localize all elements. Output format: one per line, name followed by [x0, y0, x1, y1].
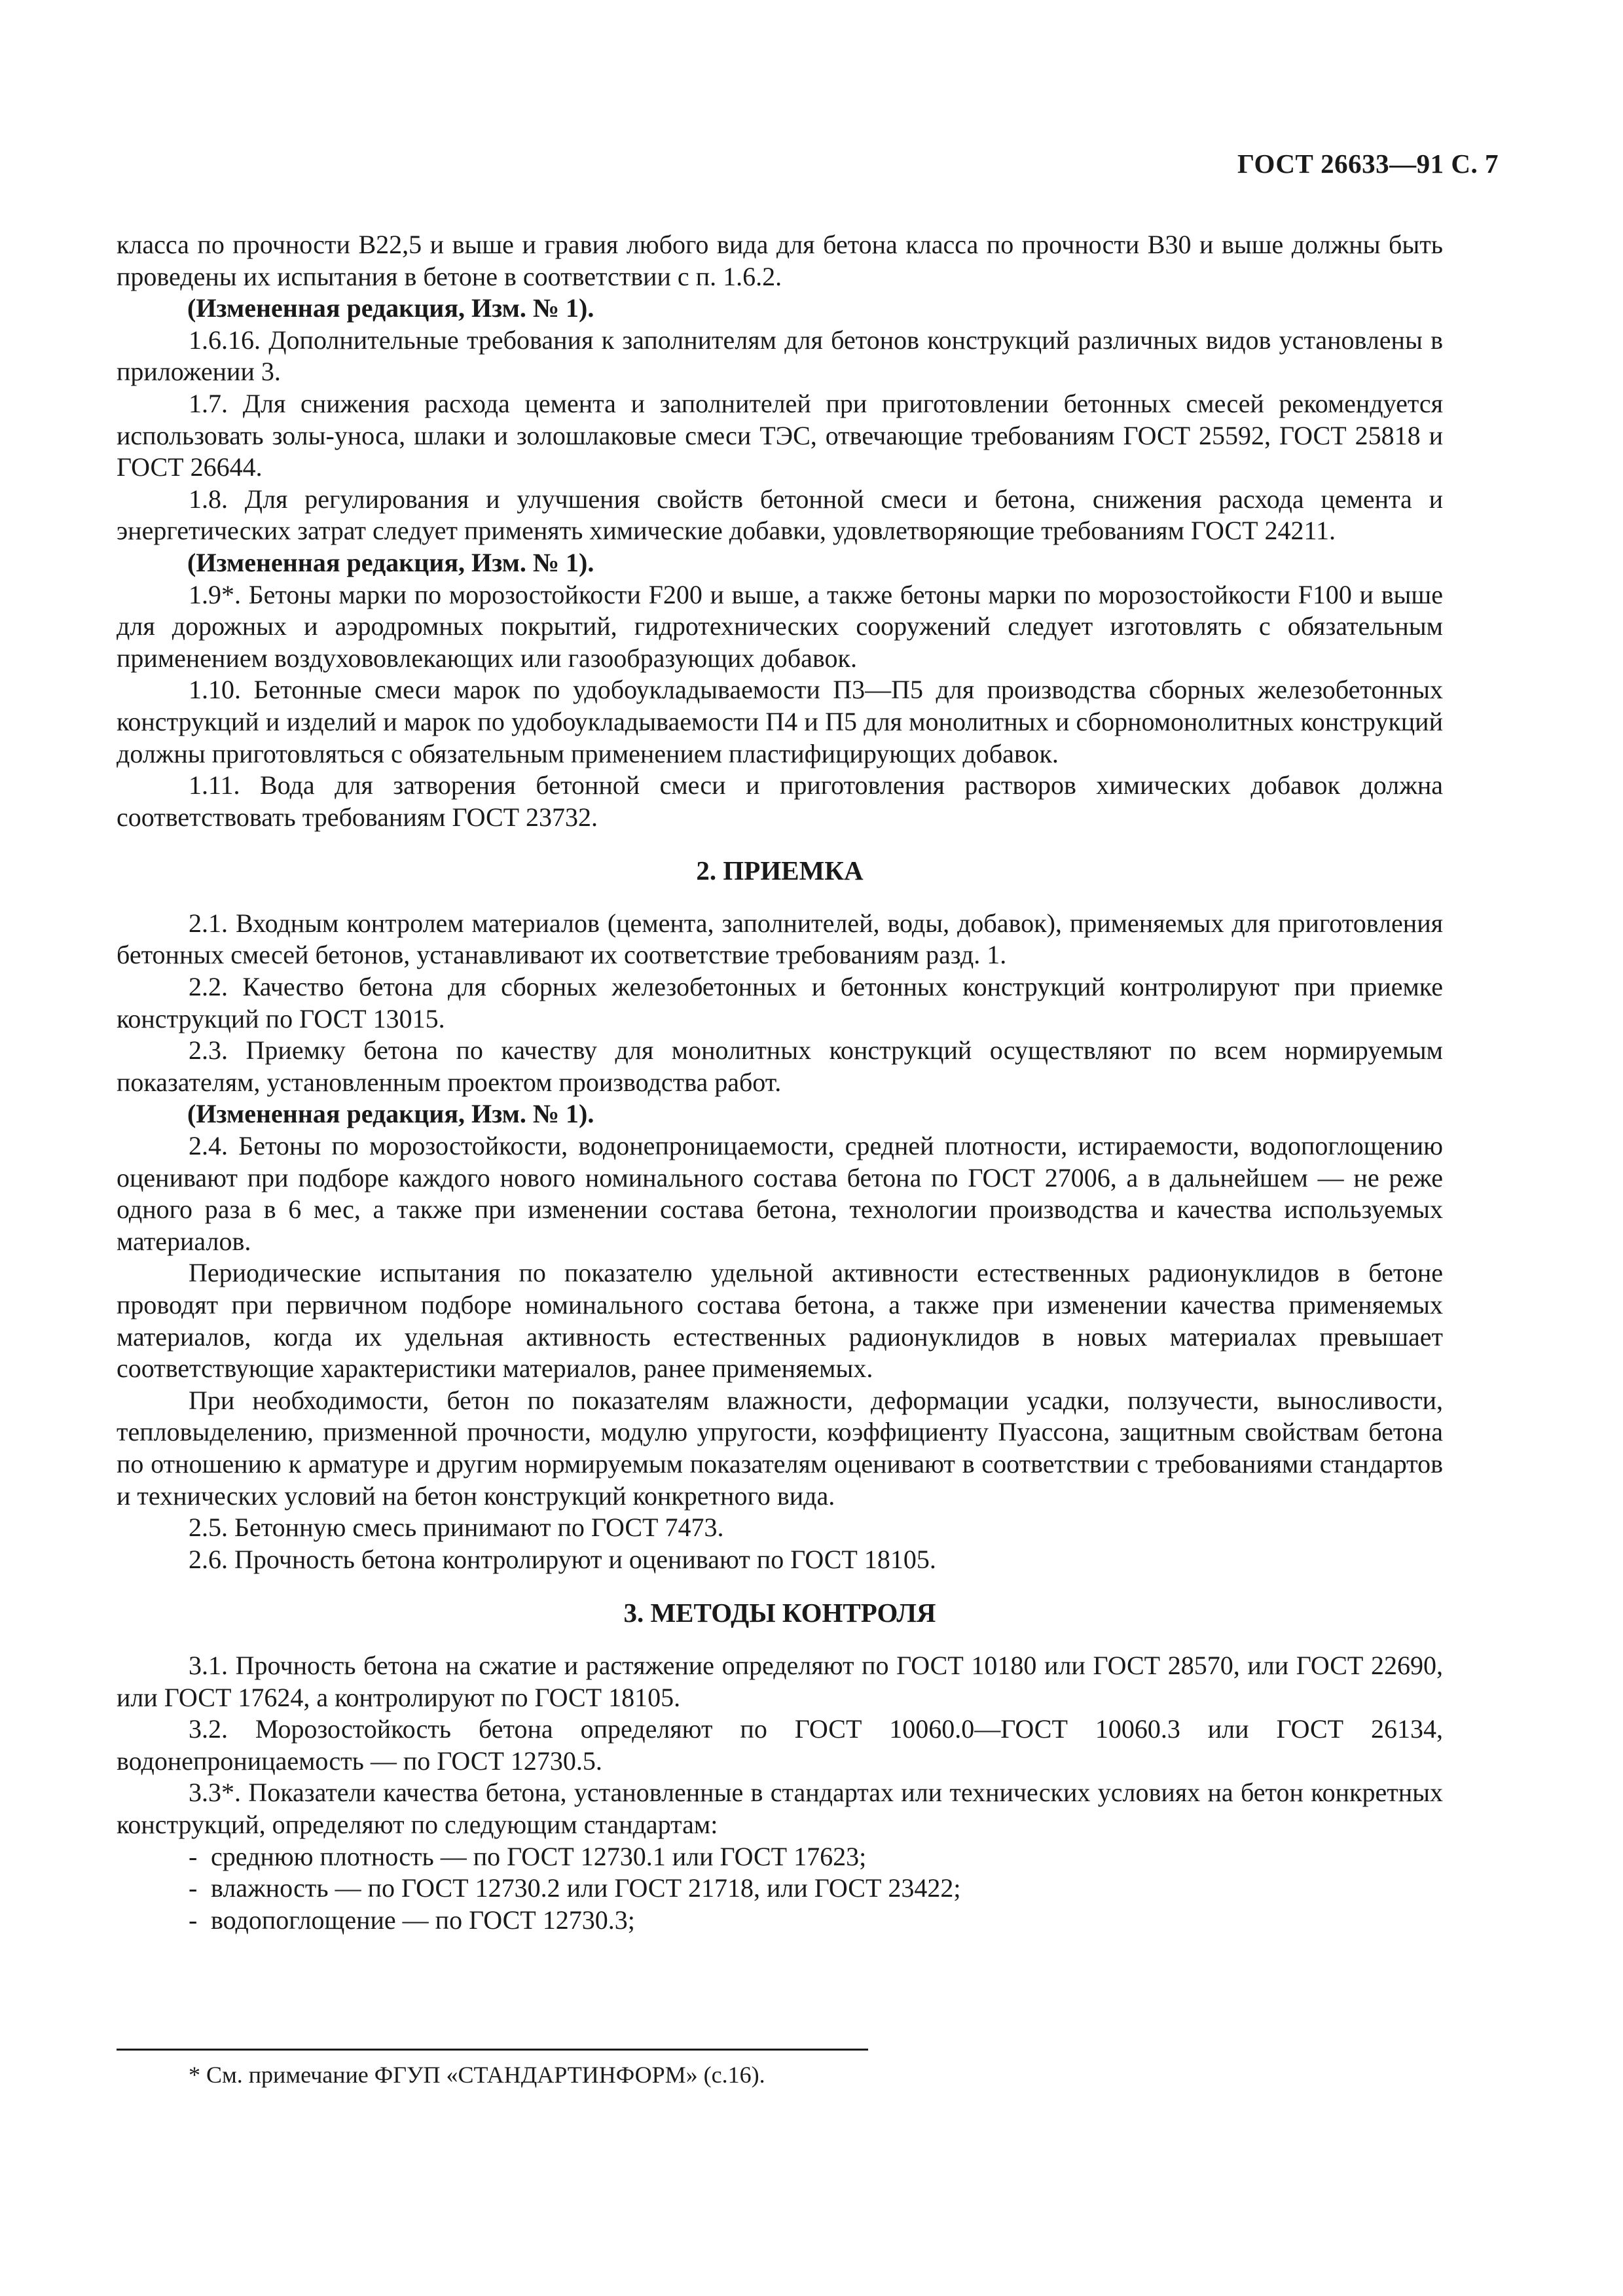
list-item: [117, 1905, 1443, 1937]
paragraph-1-7: 1.7. Для снижения расхода цемента и заполнителей при приготовлении бетонных смесей рекомендуется использовать золы-уноса, шлаки и золошлаковые смеси ТЭС, отвечающие требованиям ГОСТ 25592, ГОСТ 25818 и ГОСТ 26644.: [117, 388, 1443, 482]
paragraph-2-5: 2.5. Бетонную смесь принимают по ГОСТ 7473.: [189, 1513, 724, 1543]
paragraph-1-11: 1.11. Вода для затворения бетонной смеси и приготовления растворов химических добавок должна соответствовать требованиям ГОСТ 23732.: [117, 770, 1443, 832]
document-body: [117, 229, 1443, 1936]
paragraph-2-6: 2.6. Прочность бетона контролируют и оценивают по ГОСТ 18105.: [189, 1544, 936, 1574]
section-heading-acceptance: 2. ПРИЕМКА: [696, 855, 864, 886]
paragraph-2-4: 2.4. Бетоны по морозостойкости, водонепроницаемости, средней плотности, истираемости, водопоглощению оценивают при подборе каждого нового номинального состава бетона по ГОСТ 27006, а в дальнейшем — не реже одного раза в 6 мес, а также при изменении состава бетона, технологии производства и качества используемых материалов.: [117, 1131, 1443, 1256]
paragraph-2-1: 2.1. Входным контролем материалов (цемента, заполнителей, воды, добавок), применяемых для приготовления бетонных смесей бетонов, устанавливают их соответствие требованиям разд. 1.: [117, 908, 1443, 970]
list-item-text: влажность — по ГОСТ 12730.2 или ГОСТ 21718, или ГОСТ 23422;: [211, 1873, 961, 1903]
list-item-text: водопоглощение — по ГОСТ 12730.3;: [211, 1905, 635, 1935]
footnote: * См. примечание ФГУП «СТАНДАРТИНФОРМ» (с.16).: [189, 2062, 765, 2088]
paragraph-2-3: 2.3. Приемку бетона по качеству для монолитных конструкций осуществляют по всем нормируемым показателям, установленным проектом производства работ.: [117, 1035, 1443, 1097]
page-header: ГОСТ 26633—91 С. 7: [1237, 149, 1499, 179]
paragraph-2-2: 2.2. Качество бетона для сборных железобетонных и бетонных конструкций контролируют при приемке конструкций по ГОСТ 13015.: [117, 972, 1443, 1033]
paragraph-3-2: 3.2. Морозостойкость бетона определяют по ГОСТ 10060.0—ГОСТ 10060.3 или ГОСТ 26134, водонепроницаемость — по ГОСТ 12730.5.: [117, 1714, 1443, 1776]
list-item: [117, 1873, 1443, 1905]
paragraph-1-9: 1.9*. Бетоны марки по морозостойкости F200 и выше, а также бетоны марки по морозостойкости F100 и выше для дорожных и аэродромных покрытий, гидротехнических сооружений следует изготовлять с обязательным применением воздухововлекающих или газообразующих добавок.: [117, 579, 1443, 673]
paragraph-2-4-radionuclides: Периодические испытания по показателю удельной активности естественных радионуклидов в бетоне проводят при первичном подборе номинального состава бетона, а также при изменении качества применяемых материалов, когда их удельная активность естественных радионуклидов в новых материалах превышает соответствующие характеристики материалов, ранее применяемых.: [117, 1258, 1443, 1384]
paragraph-continuation: класса по прочности В22,5 и выше и гравия любого вида для бетона класса по прочности В30 и выше должны быть проведены их испытания в бетоне в соответствии с п. 1.6.2.: [117, 230, 1443, 291]
paragraph-2-4-other-indicators: При необходимости, бетон по показателям влажности, деформации усадки, ползучести, выносливости, тепловыделению, призменной прочности, модулю упругости, коэффициенту Пуассона, защитным свойствам бетона по отношению к арматуре и другим нормируемым показателям оценивают в соответствии с требованиями стандартов и технических условий на бетон конструкций конкретного вида.: [117, 1385, 1443, 1511]
list-item: [117, 1841, 1443, 1873]
paragraph-3-1: 3.1. Прочность бетона на сжатие и растяжение определяют по ГОСТ 10180 или ГОСТ 28570, или ГОСТ 22690, или ГОСТ 17624, а контролируют по ГОСТ 18105.: [117, 1650, 1443, 1712]
amendment-note: (Измененная редакция, Изм. № 1).: [187, 547, 594, 577]
paragraph-1-6-16: 1.6.16. Дополнительные требования к заполнителям для бетонов конструкций различных видов установлены в приложении 3.: [117, 325, 1443, 387]
paragraph-1-10: 1.10. Бетонные смеси марок по удобоукладываемости П3—П5 для производства сборных железобетонных конструкций и изделий и марок по удобоукладываемости П4 и П5 для монолитных и сборномонолитных конструкций должны приготовляться с обязательным применением пластифицирующих добавок.: [117, 675, 1443, 768]
list-marker: -: [189, 1905, 198, 1935]
paragraph-1-8: 1.8. Для регулирования и улучшения свойств бетонной смеси и бетона, снижения расхода цемента и энергетических затрат следует применять химические добавки, удовлетворяющие требованиям ГОСТ 24211.: [117, 484, 1443, 546]
paragraph-3-3: 3.3*. Показатели качества бетона, установленные в стандартах или технических условиях на бетон конкретных конструкций, определяют по следующим стандартам:: [117, 1778, 1443, 1839]
amendment-note: (Измененная редакция, Изм. № 1).: [187, 293, 594, 323]
section-heading-control-methods: 3. МЕТОДЫ КОНТРОЛЯ: [623, 1598, 936, 1628]
list-marker: -: [189, 1873, 198, 1903]
footnote-separator: [117, 2049, 868, 2051]
list-marker: -: [189, 1841, 198, 1871]
amendment-note: (Измененная редакция, Изм. № 1).: [187, 1099, 594, 1129]
list-item-text: среднюю плотность — по ГОСТ 12730.1 или ГОСТ 17623;: [211, 1841, 867, 1871]
